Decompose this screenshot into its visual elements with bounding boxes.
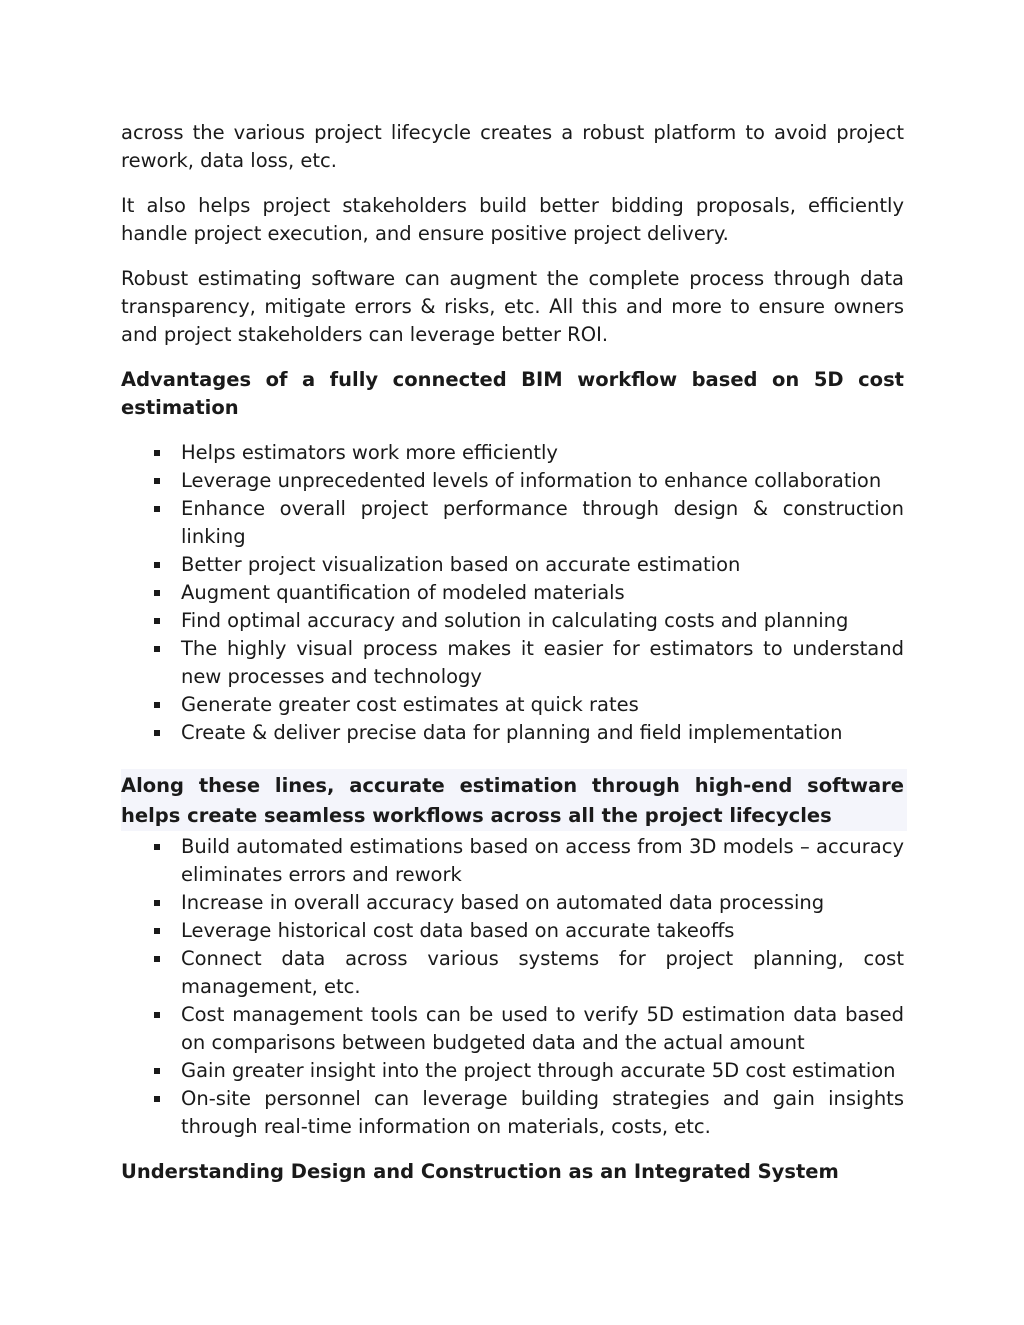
document-page — [121, 119, 904, 1203]
intro-paragraph-1: across the various project lifecycle creates a robust platform to avoid project rework, data loss, etc. — [121, 121, 904, 172]
list-item: Find optimal accuracy and solution in calculating costs and planning — [121, 607, 904, 635]
list-item: The highly visual process makes it easier for estimators to understand new processes and technology — [121, 635, 904, 691]
list-item: Build automated estimations based on access from 3D models – accuracy eliminates errors and rework — [121, 833, 904, 889]
square-bullet-icon — [154, 1096, 160, 1102]
section-heading-workflows: Along these lines, accurate estimation through high-end software helps create seamless workflows across all the project lifecycles — [121, 769, 907, 831]
list-item: Leverage historical cost data based on accurate takeoffs — [121, 917, 904, 945]
advantages-list — [121, 439, 904, 747]
list-item: Leverage unprecedented levels of information to enhance collaboration — [121, 467, 904, 495]
square-bullet-icon — [154, 1068, 160, 1074]
list-item: Increase in overall accuracy based on automated data processing — [121, 889, 904, 917]
square-bullet-icon — [154, 562, 160, 568]
list-item: Better project visualization based on accurate estimation — [121, 551, 904, 579]
list-item: Connect data across various systems for project planning, cost management, etc. — [121, 945, 904, 1001]
section-heading-advantages: Advantages of a fully connected BIM workflow based on 5D cost estimation — [121, 368, 904, 419]
square-bullet-icon — [154, 646, 160, 652]
square-bullet-icon — [154, 730, 160, 736]
square-bullet-icon — [154, 956, 160, 962]
square-bullet-icon — [154, 478, 160, 484]
square-bullet-icon — [154, 900, 160, 906]
list-item: On-site personnel can leverage building strategies and gain insights through real-time information on materials, costs, etc. — [121, 1085, 904, 1141]
list-item: Cost management tools can be used to verify 5D estimation data based on comparisons between budgeted data and the actual amount — [121, 1001, 904, 1057]
square-bullet-icon — [154, 928, 160, 934]
list-item: Enhance overall project performance through design & construction linking — [121, 495, 904, 551]
square-bullet-icon — [154, 506, 160, 512]
intro-paragraph-3: Robust estimating software can augment the complete process through data transparency, mitigate errors & risks, etc. All this and more to ensure owners and project stakeholders can leverage better ROI. — [121, 267, 904, 346]
list-item: Augment quantification of modeled materials — [121, 579, 904, 607]
list-item: Gain greater insight into the project through accurate 5D cost estimation — [121, 1057, 904, 1085]
section-heading-integrated-system: Understanding Design and Construction as an Integrated System — [121, 1160, 839, 1183]
square-bullet-icon — [154, 618, 160, 624]
intro-paragraph-2: It also helps project stakeholders build better bidding proposals, efficiently handle project execution, and ensure positive project delivery. — [121, 194, 904, 245]
workflow-benefits-list — [121, 833, 904, 1141]
list-item: Generate greater cost estimates at quick rates — [121, 691, 904, 719]
square-bullet-icon — [154, 450, 160, 456]
list-item: Helps estimators work more efficiently — [121, 439, 904, 467]
square-bullet-icon — [154, 844, 160, 850]
square-bullet-icon — [154, 702, 160, 708]
list-item: Create & deliver precise data for planning and field implementation — [121, 719, 904, 747]
square-bullet-icon — [154, 1012, 160, 1018]
square-bullet-icon — [154, 590, 160, 596]
